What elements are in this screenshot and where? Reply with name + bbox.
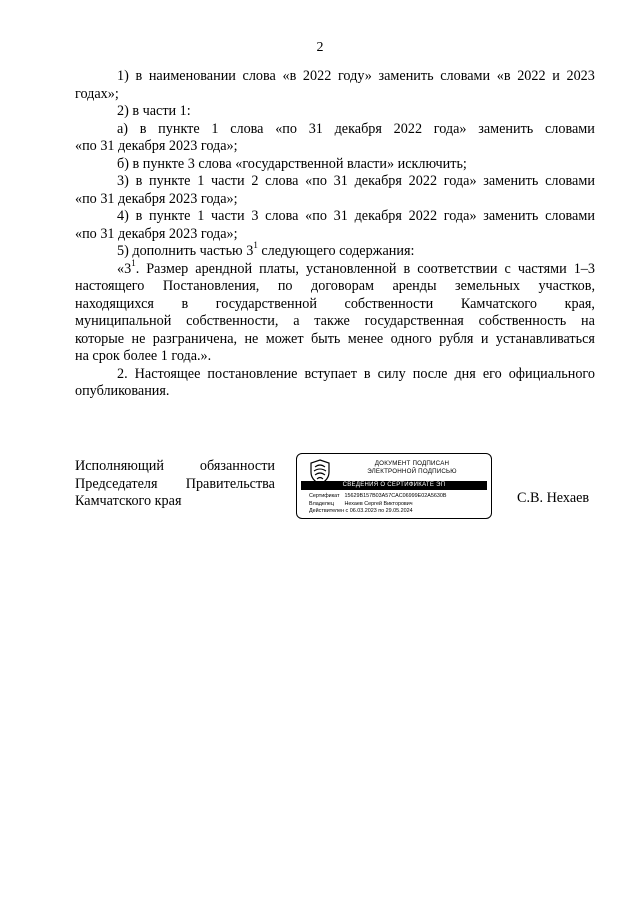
quote-line6: на срок более 1 года.». — [75, 348, 212, 364]
word: в — [403, 260, 411, 277]
item4-line1 — [75, 208, 595, 226]
stamp-title — [337, 460, 487, 476]
document-body — [75, 68, 595, 401]
word: заменить — [378, 68, 434, 84]
word: 1 — [197, 173, 205, 189]
word: в — [139, 120, 147, 137]
word: платы, — [259, 260, 299, 277]
word: заменить — [483, 208, 539, 224]
word: края, — [564, 295, 595, 312]
word: года» — [443, 173, 477, 189]
electronic-signature-stamp — [296, 453, 492, 519]
item3-line2: «по 31 декабря 2023 года»; — [75, 190, 238, 207]
quote-line4 — [75, 313, 595, 331]
word: пункте — [158, 120, 200, 137]
owner-value: Нехаев Сергей Викторович — [344, 500, 413, 507]
signer-name: С.В. Нехаев — [517, 490, 590, 506]
word: быть — [310, 330, 341, 347]
word: 3 — [251, 208, 259, 224]
word: на — [581, 313, 595, 329]
word: соответствии — [417, 260, 498, 277]
word: части — [211, 173, 245, 189]
cert-label: Сертификат — [309, 493, 340, 499]
word: также — [314, 313, 350, 329]
word: частями — [517, 260, 567, 277]
word: обязанности — [199, 458, 275, 474]
word: в — [363, 365, 371, 382]
word: словами — [545, 208, 595, 224]
word: 31 — [333, 173, 348, 189]
word: и — [480, 330, 489, 347]
word: 2022 — [517, 68, 546, 84]
word: заменить — [478, 120, 534, 137]
valid-value: 06.03.2023 по 29.05.2024 — [349, 508, 413, 514]
word: в — [135, 208, 143, 224]
word: словами — [545, 173, 595, 189]
word: «по — [305, 208, 327, 224]
word: в — [135, 68, 143, 84]
item2a-line2: «по 31 декабря 2023 года»; — [75, 138, 238, 154]
signature-line1 — [75, 458, 275, 476]
word: 3) — [117, 173, 129, 189]
quote-line5 — [75, 331, 595, 349]
word: аренды — [392, 278, 437, 294]
word: участков, — [538, 278, 595, 294]
word: муниципальной — [75, 313, 172, 329]
word: «в — [282, 68, 297, 84]
word: вступает — [304, 365, 357, 382]
word: и — [552, 68, 560, 84]
signature-block — [75, 458, 275, 511]
word: 2022 — [408, 173, 438, 189]
word: словами — [545, 120, 595, 137]
word: Председателя — [75, 475, 158, 492]
item3-line1 — [75, 173, 595, 191]
word: наименовании — [148, 68, 236, 84]
word: официального — [508, 365, 595, 382]
word: разграничена, — [152, 330, 238, 347]
item1-line1 — [75, 68, 595, 86]
word: менее — [347, 330, 384, 347]
word: 4) — [117, 208, 129, 224]
owner-label: Владелец — [309, 500, 334, 507]
stamp-bar: СВЕДЕНИЯ О СЕРТИФИКАТЕ ЭП — [301, 481, 487, 490]
word: после — [412, 365, 448, 382]
item2b: б) в пункте 3 слова «государственной власти» исключить; — [117, 155, 467, 172]
item2a-line1 — [75, 121, 595, 139]
word: по — [277, 278, 293, 294]
word: с — [504, 260, 511, 277]
word: 31 — [308, 120, 323, 137]
item2: 2) в части 1: — [117, 103, 191, 119]
word: находящихся — [75, 295, 154, 312]
word: собственности — [344, 295, 434, 312]
final-item-line2: опубликования. — [75, 383, 170, 399]
word: не — [244, 330, 259, 347]
word: договорам — [311, 278, 374, 294]
word: 2 — [251, 173, 259, 189]
word: 2023 — [566, 68, 595, 84]
word: 2022 — [302, 68, 332, 84]
word: «по — [275, 120, 297, 137]
word: 31 — [333, 208, 348, 224]
word: может — [265, 330, 304, 347]
word: декабря — [354, 208, 402, 224]
word: 2. — [117, 365, 128, 382]
word: словами — [440, 68, 491, 84]
quote-line2 — [75, 278, 595, 296]
word: декабря — [334, 120, 382, 137]
word: собственности, — [186, 313, 279, 329]
stamp-title-line2: ЭЛЕКТРОННОЙ ПОДПИСЬЮ — [367, 468, 457, 475]
page-number: 2 — [316, 40, 324, 55]
word: Исполняющий — [75, 458, 164, 474]
word: 2022 — [408, 208, 438, 224]
stamp-details — [309, 493, 446, 516]
word: настоящего — [75, 278, 145, 294]
word: арендной — [195, 260, 253, 277]
word: части — [211, 208, 245, 224]
word: пункте — [149, 173, 191, 189]
item5: 5) дополнить частью $3^1$ следующего содержания: — [117, 240, 415, 259]
word: силу — [377, 365, 406, 382]
signature-line2 — [75, 476, 275, 494]
word: дня — [454, 365, 476, 382]
word: не — [131, 330, 146, 347]
word: а) — [117, 120, 129, 137]
word: пункте — [149, 208, 191, 224]
word: в — [135, 173, 143, 189]
word: году» — [337, 68, 372, 84]
word: постановление — [207, 365, 298, 382]
word: государственной — [215, 295, 317, 312]
word: Настоящее — [134, 365, 201, 382]
final-item-line1 — [75, 366, 595, 384]
word: которые — [75, 330, 125, 347]
word: «по — [305, 173, 327, 189]
word: 2022 — [393, 120, 423, 137]
stamp-title-line1: ДОКУМЕНТ ПОДПИСАН — [374, 460, 450, 467]
word: установленной — [306, 260, 397, 277]
word: слова — [265, 208, 299, 224]
word: «в — [496, 68, 511, 84]
word: слова — [265, 173, 299, 189]
word: 1) — [117, 68, 129, 84]
word: государственная — [364, 313, 464, 329]
word: в — [181, 295, 189, 312]
word: рубля — [439, 330, 474, 347]
word: слова — [242, 68, 276, 84]
word: года» — [443, 208, 477, 224]
word: земельных — [455, 278, 520, 294]
word: декабря — [354, 173, 402, 189]
word: Размер — [146, 260, 189, 277]
word: 1–3 — [573, 260, 595, 277]
word: устанавливаться — [495, 330, 595, 347]
word: а — [293, 313, 300, 329]
quote-line1: «$3^1$. Размер арендной платы, установленной в соответствии с частями 1–3 — [117, 257, 595, 277]
word: 1 — [197, 208, 205, 224]
quote-line3 — [75, 296, 595, 314]
signature-line3: Камчатского края — [75, 493, 182, 509]
word: года» — [433, 120, 467, 137]
word: его — [482, 365, 502, 382]
word: одного — [390, 330, 432, 347]
cert-value: 15629B157B03A57CAC06999E02A5630B — [344, 493, 447, 499]
word: слова — [230, 120, 264, 137]
word: собственность — [478, 313, 567, 329]
item4-line2: «по 31 декабря 2023 года»; — [75, 225, 238, 242]
item1-line2: годах»; — [75, 85, 119, 102]
word: Правительства — [185, 475, 275, 492]
word: Постановления, — [162, 278, 260, 294]
word: Камчатского — [460, 295, 537, 312]
word: заменить — [483, 173, 539, 189]
word: 1 — [211, 120, 219, 137]
valid-label: Действителен с — [309, 508, 349, 514]
